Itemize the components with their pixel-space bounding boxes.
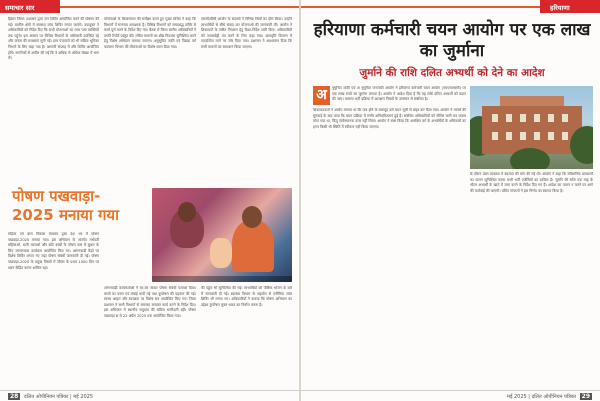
article-column-1: शिकायतकर्ता ने आरोप लगाया था कि पात्र होने के बावजूद उसे चयन सूची से बाहर कर दिया गया। आयोग ने मामले की सुनवाई के बाद पाया कि चयन प्रक्रिया में गंभीर अनियमितताएं हुई हैं। संबंधित अधिकारियों को नोटिस जारी कर जवाब मांगा गया था, किंतु संतोषजनक उत्तर नहीं मिला। आयोग ने स्पष्ट किया कि आरक्षित वर्ग के अभ्यर्थियों के अधिकारों का हनन किसी भी स्थिति में स्वीकार नहीं किया जाएगा। bbox=[313, 108, 466, 129]
header-rule bbox=[301, 6, 540, 8]
box-title-line-1: पोषण पखवाड़ा- bbox=[12, 187, 101, 205]
article-column-3: एससी/बीसी आयोग के सदस्यों ने विभिन्न जिलों का दौरा किया। उन्होंने लाभार्थियों से सीधे संवाद कर योजनाओं की जानकारी ली। आयोग ने शिकायतों के त्वरित निवारण हेतु दिशा-निर्देश जारी किए। अधिकारियों को जवाबदेही तय करने के लिए कहा गया। छात्रवृत्ति वितरण में पारदर्शिता लाने पर जोर दिया गया। प्रशासन ने आश्वासन दिया कि सभी मामलों का समाधान किया जाएगा। bbox=[201, 17, 292, 49]
section-label: हरियाणा bbox=[550, 3, 570, 12]
section-label-bar bbox=[540, 0, 600, 13]
article-column-2: योजनाओं के क्रियान्वयन की समीक्षा करते हुए मुख्य सचिव ने कहा कि विभागों में समन्वय आवश्यक है। विभिन्न विभागों को समयबद्ध तरीके से कार्य पूर्ण करने के निर्देश दिए गए। बैठक में जिला स्तरीय अधिकारियों ने प्रगति रिपोर्ट प्रस्तुत की। लंबित मामलों का शीघ्र निपटारा सुनिश्चित करने हेतु विशेष अभियान चलाया जाएगा। अनुसूचित जाति एवं पिछड़ा वर्ग कल्याण विभाग की योजनाओं पर विशेष ध्यान दिया गया। bbox=[104, 17, 196, 49]
photo-window bbox=[534, 114, 540, 122]
photo-window bbox=[548, 114, 554, 122]
photo-window bbox=[548, 132, 554, 140]
right-page bbox=[301, 0, 600, 401]
publication-title: दलित ओपीनियन पत्रिका bbox=[24, 393, 69, 400]
photo-figure bbox=[210, 238, 232, 268]
photo-window bbox=[492, 132, 498, 140]
poshan-box-title bbox=[12, 188, 147, 228]
left-page-footer bbox=[0, 390, 299, 401]
building-photo bbox=[470, 86, 593, 169]
photo-tree bbox=[570, 126, 593, 164]
page-number: 28 bbox=[10, 393, 19, 400]
photo-window bbox=[506, 114, 512, 122]
right-page-footer bbox=[301, 390, 600, 401]
box-column-1: महिला एवं बाल विकास मंत्रालय द्वारा देश भर में पोषण पखवाड़ा-2025 मनाया गया। इस अभियान के अंतर्गत गर्भवती महिलाओं, धात्री माताओं और छोटे बच्चों के पोषण स्तर में सुधार के लिए जागरूकता कार्यक्रम आयोजित किए गए। आंगनवाड़ी केंद्रों पर विशेष शिविर लगाए गए जहां पोषण संबंधी जानकारी दी गई। पोषण पखवाड़ा-2025 के प्रमुख विषयों में जीवन के प्रथम 1000 दिन पर ध्यान केंद्रित करना शामिल रहा। bbox=[8, 232, 99, 270]
section-label: समाचार सार bbox=[5, 3, 35, 12]
main-headline: हरियाणा कर्मचारी चयन आयोग पर एक लाख का जुर्माना bbox=[313, 20, 591, 61]
photo-figure bbox=[242, 206, 262, 228]
box-column-2: आंगनवाड़ी कार्यकर्ताओं ने घर-घर जाकर पोषण संबंधी परामर्श दिया। बच्चों का वजन एवं लंबाई मापी गई तथा कुपोषण की पहचान की गई। स्वस्थ आहार और स्वच्छता पर विशेष सत्र आयोजित किए गए। जिला प्रशासन ने सभी विभागों से समन्वय बनाकर कार्य करने के निर्देश दिए। इस अभियान में स्थानीय समुदाय की सक्रिय भागीदारी रही। पोषण पखवाड़ा 8 से 22 अप्रैल 2025 तक आयोजित किया गया। bbox=[104, 286, 196, 318]
drop-cap: अ bbox=[313, 86, 330, 105]
photo-window bbox=[520, 114, 526, 122]
photo-window bbox=[506, 132, 512, 140]
issue-date: मई 2025 bbox=[506, 393, 527, 400]
photo-window bbox=[520, 132, 526, 140]
left-page-header bbox=[0, 0, 299, 13]
intro-text-top: नुसूचित जाति एवं अ नुसूचित जनजाति आयोग ने हरियाणा कर्मचारी चयन आयोग (एचएसएससी) पर एक लाख रुपये का जुर्माना लगाया है। आयोग ने आदेश दिया है कि यह राशि दलित अभ्यर्थी को प्रदान की जाए। मामला भर्ती प्रक्रिया में आरक्षण नियमों के उल्लंघन से संबंधित है। bbox=[332, 86, 466, 102]
mothers-children-photo bbox=[152, 188, 292, 282]
header-rule bbox=[60, 6, 299, 8]
box-title-line-2: 2025 मनाया गया bbox=[12, 206, 119, 224]
right-page-header bbox=[301, 0, 600, 13]
page-number: 29 bbox=[581, 393, 590, 400]
headline-deck: जुर्माने की राशि दलित अभ्यर्थी को देने का आदेश bbox=[359, 67, 545, 79]
photo-window bbox=[534, 132, 540, 140]
left-page bbox=[0, 0, 299, 401]
photo-window bbox=[562, 114, 568, 122]
issue-date: मई 2025 bbox=[73, 393, 94, 400]
photo-tree bbox=[510, 148, 550, 169]
article-column-1: हिसार जिला: प्रशासन द्वारा जन शिविर आयोजित करने की घोषणा की गई। ग्रामीण क्षेत्रों में स्वास्थ्य जांच शिविर लगाए जाएंगे। उपायुक्त ने अधिकारियों को निर्देश दिए कि सभी योजनाओं का लाभ पात्र व्यक्तियों तक पहुंचे। इस अवसर पर विभिन्न विभागों के अधिकारी उपस्थित रहे और जनता की समस्याएं सुनी गईं। ग्राम पंचायतों को भी सक्रिय भूमिका निभाने के लिए कहा गया है। आगामी सप्ताह में और शिविर आयोजित होंगे। नागरिकों से अपील की गई कि वे अधिक से अधिक संख्या में भाग लें। bbox=[8, 17, 99, 61]
publication-title: दलित ओपीनियन पत्रिका bbox=[531, 393, 576, 400]
box-column-3: की पहुंच भी सुनिश्चित की गई। लाभार्थियों को पौष्टिक भोजन के बारे में जानकारी दी गई। स्वास्थ्य विभाग के सहयोग से एनीमिया जांच शिविर भी लगाए गए। अधिकारियों ने बताया कि पोषण अभियान का उद्देश्य कुपोषण मुक्त भारत का निर्माण करना है। bbox=[201, 286, 292, 307]
photo-window bbox=[492, 114, 498, 122]
photo-figure bbox=[178, 202, 196, 222]
publication-name: दलित ओपीनियन पत्रिका | मई 2025 bbox=[24, 393, 94, 400]
photo-window bbox=[562, 132, 568, 140]
article-column-2: के दौरान उक्त व्यवस्था में बदलाव की मांग की गई थी। आयोग ने कहा कि संवैधानिक प्रावधानों का पालन सुनिश्चित करना सभी भर्ती एजेंसियों का दायित्व है। जुर्माने की राशि एक माह के भीतर अभ्यर्थी के खाते में जमा करने के निर्देश दिए गए हैं। आदेश का पालन न करने पर आगे की कार्रवाई की जाएगी। दलित संगठनों ने इस निर्णय का स्वागत किया है। bbox=[470, 172, 593, 193]
section-label-bar bbox=[0, 0, 60, 13]
publication-name: मई 2025 | दलित ओपीनियन पत्रिका bbox=[506, 393, 576, 400]
photo-shade bbox=[152, 276, 292, 282]
